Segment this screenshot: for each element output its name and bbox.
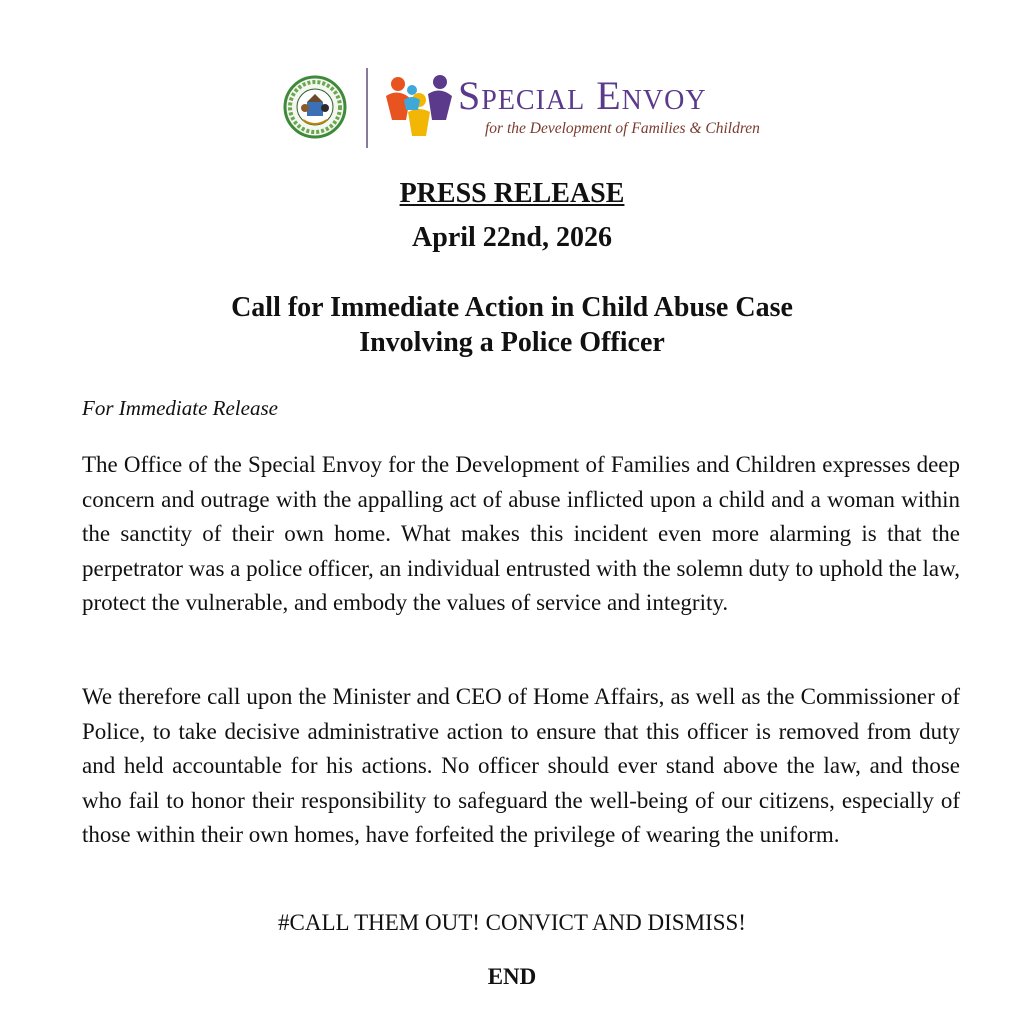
- document-date: April 22nd, 2026: [412, 222, 612, 253]
- document-title: PRESS RELEASE: [399, 178, 625, 209]
- headline-line-2: Involving a Police Officer: [359, 327, 665, 358]
- letterhead: [0, 62, 1024, 152]
- header-divider: [366, 68, 368, 148]
- headline: [0, 290, 1024, 360]
- hashtag-slogan: #CALL THEM OUT! CONVICT AND DISMISS!: [278, 910, 746, 935]
- end-marker: END: [487, 964, 537, 989]
- government-seal-icon: [283, 72, 347, 142]
- family-figures-logo-icon: [384, 70, 454, 140]
- paragraph-1: The Office of the Special Envoy for the Development of Families and Children expresses deep concern and outrage with the appalling act of abuse inflicted upon a child and a woman within the sanctity of their own home. What makes this incident even more alarming is that the perpetrator was a police officer, an individual entrusted with the solemn duty to uphold the law, protect the vulnerable, and embody the values of service and integrity.: [82, 452, 960, 615]
- paragraph-2: We therefore call upon the Minister and CEO of Home Affairs, as well as the Commissioner of Police, to take decisive administrative action to ensure that this officer is removed from duty and held accountable for his actions. No officer should ever stand above the law, and those who fail to honor their responsibility to safeguard the well-being of our citizens, especially of those within their own homes, have forfeited the privilege of wearing the uniform.: [82, 684, 960, 847]
- brand-name: Special Envoy: [458, 73, 707, 118]
- brand-tagline: for the Development of Families & Children: [485, 120, 760, 137]
- release-note: For Immediate Release: [82, 396, 278, 420]
- headline-line-1: Call for Immediate Action in Child Abuse Case: [231, 292, 793, 323]
